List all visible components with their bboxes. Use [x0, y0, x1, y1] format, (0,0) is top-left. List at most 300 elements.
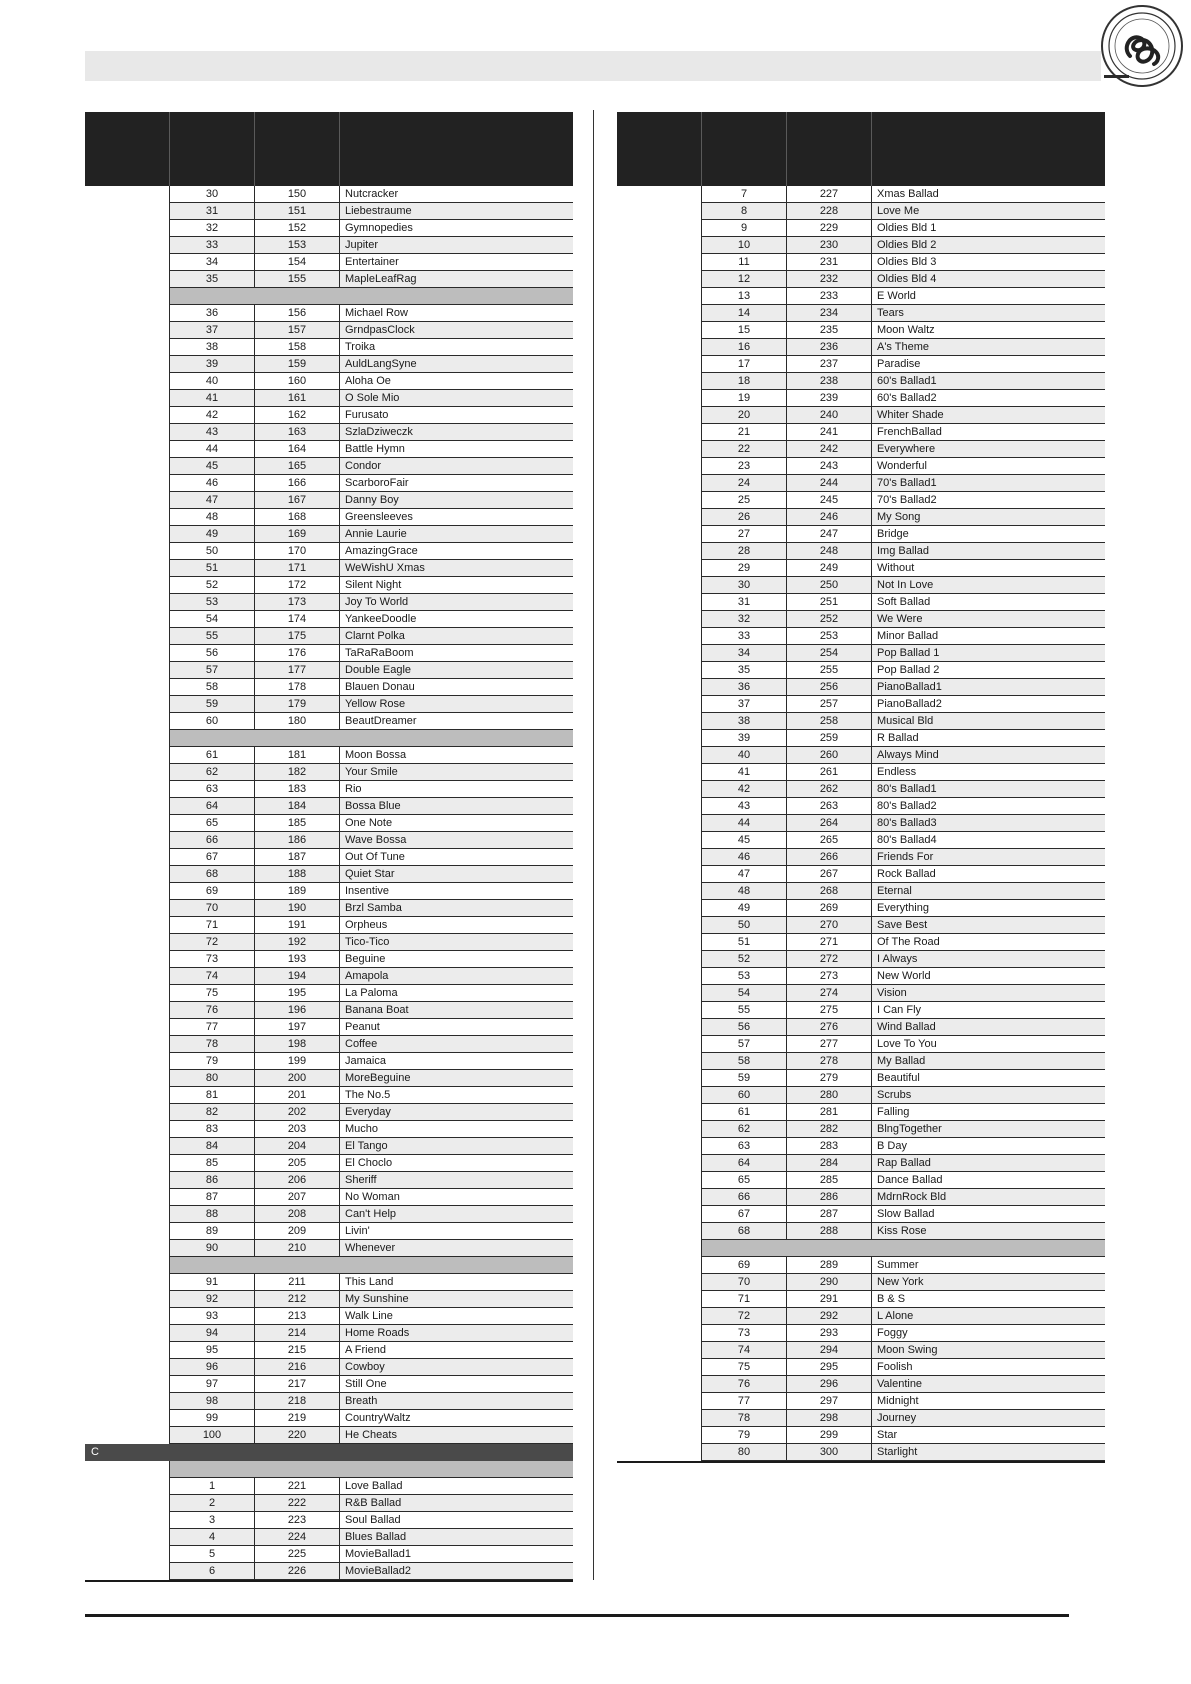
program-number-cell: 198: [255, 1036, 340, 1053]
number-cell: 25: [702, 492, 787, 509]
program-number-cell: 159: [255, 356, 340, 373]
category-cell: [617, 849, 702, 866]
rhythm-name-cell: Your Smile: [340, 764, 573, 781]
program-number-cell: 224: [255, 1529, 340, 1546]
table-row: [617, 730, 1105, 747]
program-number-cell: 278: [787, 1053, 872, 1070]
table-row: [85, 1053, 573, 1070]
rhythm-name-cell: Condor: [340, 458, 573, 475]
program-number-cell: 227: [787, 186, 872, 203]
rhythm-name-cell: No Woman: [340, 1189, 573, 1206]
program-number-cell: 257: [787, 696, 872, 713]
category-cell: [617, 611, 702, 628]
category-cell: [617, 696, 702, 713]
right-rhythm-table: [617, 112, 1105, 1463]
program-number-cell: 264: [787, 815, 872, 832]
table-row: [85, 271, 573, 288]
program-number-cell: 157: [255, 322, 340, 339]
rhythm-name-cell: Dance Ballad: [872, 1172, 1105, 1189]
program-number-cell: 161: [255, 390, 340, 407]
number-cell: 45: [170, 458, 255, 475]
rhythm-name-cell: Beautiful: [872, 1070, 1105, 1087]
rhythm-name-cell: B Day: [872, 1138, 1105, 1155]
table-row: [617, 305, 1105, 322]
rhythm-name-cell: Moon Waltz: [872, 322, 1105, 339]
number-cell: 18: [702, 373, 787, 390]
rhythm-name-cell: E World: [872, 288, 1105, 305]
program-number-cell: 288: [787, 1223, 872, 1240]
table-row: [617, 917, 1105, 934]
rhythm-name-cell: Brzl Samba: [340, 900, 573, 917]
rhythm-name-cell: O Sole Mio: [340, 390, 573, 407]
number-cell: 42: [170, 407, 255, 424]
category-cell: [85, 1495, 170, 1512]
program-number-cell: 230: [787, 237, 872, 254]
program-number-cell: 163: [255, 424, 340, 441]
category-cell: [617, 441, 702, 458]
category-cell: [617, 339, 702, 356]
rhythm-name-cell: Coffee: [340, 1036, 573, 1053]
category-cell: [85, 883, 170, 900]
rhythm-name-cell: The No.5: [340, 1087, 573, 1104]
rhythm-name-cell: Tico-Tico: [340, 934, 573, 951]
table-row: [85, 543, 573, 560]
number-cell: 19: [702, 390, 787, 407]
left-table-header: [85, 112, 573, 186]
rhythm-name-cell: Foggy: [872, 1325, 1105, 1342]
rhythm-name-cell: TaRaRaBoom: [340, 645, 573, 662]
program-number-cell: 239: [787, 390, 872, 407]
rhythm-name-cell: Troika: [340, 339, 573, 356]
program-number-cell: 293: [787, 1325, 872, 1342]
category-cell: [85, 968, 170, 985]
category-cell: [85, 1461, 170, 1478]
header-cell-category: [85, 112, 170, 186]
program-number-cell: 162: [255, 407, 340, 424]
category-cell: [617, 390, 702, 407]
number-cell: 4: [170, 1529, 255, 1546]
table-row: [85, 713, 573, 730]
category-cell: [85, 203, 170, 220]
table-row: [617, 424, 1105, 441]
rhythm-name-cell: Summer: [872, 1257, 1105, 1274]
rhythm-name-cell: YankeeDoodle: [340, 611, 573, 628]
program-number-cell: 216: [255, 1359, 340, 1376]
number-cell: 42: [702, 781, 787, 798]
rhythm-name-cell: Banana Boat: [340, 1002, 573, 1019]
rhythm-name-cell: Walk Line: [340, 1308, 573, 1325]
table-row: [617, 254, 1105, 271]
rhythm-name-cell: Bridge: [872, 526, 1105, 543]
program-number-cell: 186: [255, 832, 340, 849]
rhythm-name-cell: Beguine: [340, 951, 573, 968]
number-cell: 63: [702, 1138, 787, 1155]
table-row: [85, 1155, 573, 1172]
category-cell: [617, 679, 702, 696]
program-number-cell: 221: [255, 1478, 340, 1495]
table-row: [85, 186, 573, 203]
program-number-cell: 187: [255, 849, 340, 866]
table-row: [617, 1036, 1105, 1053]
number-cell: 49: [170, 526, 255, 543]
category-cell: [617, 373, 702, 390]
table-row: [617, 1444, 1105, 1461]
category-cell: [85, 1478, 170, 1495]
header-cell-category: [617, 112, 702, 186]
table-row: [85, 1308, 573, 1325]
logo-underline: [1104, 75, 1129, 78]
category-cell: [617, 747, 702, 764]
category-cell: [85, 322, 170, 339]
table-row: [85, 866, 573, 883]
category-cell: [85, 1223, 170, 1240]
table-row: [85, 985, 573, 1002]
table-row: [85, 1036, 573, 1053]
program-number-cell: 292: [787, 1308, 872, 1325]
number-cell: 39: [702, 730, 787, 747]
program-number-cell: 200: [255, 1070, 340, 1087]
table-row: [617, 203, 1105, 220]
rhythm-name-cell: Livin': [340, 1223, 573, 1240]
number-cell: 28: [702, 543, 787, 560]
table-row: [617, 985, 1105, 1002]
table-row: [617, 322, 1105, 339]
number-cell: 78: [702, 1410, 787, 1427]
table-row: [617, 1121, 1105, 1138]
rhythm-name-cell: Rio: [340, 781, 573, 798]
program-number-cell: 217: [255, 1376, 340, 1393]
program-number-cell: 237: [787, 356, 872, 373]
number-cell: 29: [702, 560, 787, 577]
number-cell: 68: [702, 1223, 787, 1240]
number-cell: 30: [702, 577, 787, 594]
program-number-cell: 268: [787, 883, 872, 900]
category-separator-row: [617, 1240, 1105, 1257]
rhythm-name-cell: Tears: [872, 305, 1105, 322]
rhythm-name-cell: Img Ballad: [872, 543, 1105, 560]
category-cell: [617, 1019, 702, 1036]
table-row: [85, 883, 573, 900]
table-row: [617, 832, 1105, 849]
rhythm-name-cell: Scrubs: [872, 1087, 1105, 1104]
rhythm-name-cell: A Friend: [340, 1342, 573, 1359]
rhythm-name-cell: BeautDreamer: [340, 713, 573, 730]
program-number-cell: 252: [787, 611, 872, 628]
program-number-cell: 178: [255, 679, 340, 696]
table-row: [617, 1070, 1105, 1087]
program-number-cell: 218: [255, 1393, 340, 1410]
category-cell: [617, 407, 702, 424]
number-cell: 63: [170, 781, 255, 798]
table-row: [617, 1427, 1105, 1444]
table-row: [85, 1002, 573, 1019]
table-row: [617, 1172, 1105, 1189]
table-row: [85, 237, 573, 254]
number-cell: 54: [702, 985, 787, 1002]
category-cell: [85, 1240, 170, 1257]
program-number-cell: 191: [255, 917, 340, 934]
number-cell: 50: [170, 543, 255, 560]
category-cell: [85, 713, 170, 730]
rhythm-name-cell: Pop Ballad 2: [872, 662, 1105, 679]
program-number-cell: 153: [255, 237, 340, 254]
category-cell: [617, 560, 702, 577]
rhythm-name-cell: BlngTogether: [872, 1121, 1105, 1138]
table-row: [85, 662, 573, 679]
rhythm-name-cell: Danny Boy: [340, 492, 573, 509]
program-number-cell: 201: [255, 1087, 340, 1104]
program-number-cell: 206: [255, 1172, 340, 1189]
rhythm-name-cell: MoreBeguine: [340, 1070, 573, 1087]
category-separator-row: [85, 288, 573, 305]
category-cell: [85, 339, 170, 356]
category-cell: [85, 1036, 170, 1053]
table-row: [617, 849, 1105, 866]
program-number-cell: 225: [255, 1546, 340, 1563]
program-number-cell: 209: [255, 1223, 340, 1240]
category-cell: [85, 1002, 170, 1019]
table-row: [85, 1325, 573, 1342]
table-row: [85, 458, 573, 475]
rhythm-name-cell: Greensleeves: [340, 509, 573, 526]
number-cell: 48: [170, 509, 255, 526]
number-cell: 47: [170, 492, 255, 509]
program-number-cell: 263: [787, 798, 872, 815]
program-number-cell: 244: [787, 475, 872, 492]
category-cell: [617, 1104, 702, 1121]
table-row: [617, 1138, 1105, 1155]
program-number-cell: 207: [255, 1189, 340, 1206]
category-cell: [85, 1053, 170, 1070]
number-cell: 46: [170, 475, 255, 492]
program-number-cell: 298: [787, 1410, 872, 1427]
category-cell: [85, 866, 170, 883]
rhythm-name-cell: 80's Ballad1: [872, 781, 1105, 798]
program-number-cell: 255: [787, 662, 872, 679]
rhythm-name-cell: Silent Night: [340, 577, 573, 594]
table-row: [617, 1376, 1105, 1393]
number-cell: 55: [702, 1002, 787, 1019]
category-cell: [617, 1223, 702, 1240]
category-cell: [85, 696, 170, 713]
rhythm-name-cell: Everything: [872, 900, 1105, 917]
table-row: [85, 1070, 573, 1087]
category-cell: [617, 628, 702, 645]
number-cell: 39: [170, 356, 255, 373]
program-number-cell: 262: [787, 781, 872, 798]
program-number-cell: 280: [787, 1087, 872, 1104]
rhythm-name-cell: 80's Ballad3: [872, 815, 1105, 832]
category-band: [170, 1461, 573, 1478]
table-row: [85, 356, 573, 373]
number-cell: 41: [702, 764, 787, 781]
header-cell-number: [170, 112, 255, 186]
table-row: [617, 373, 1105, 390]
category-cell: [85, 1257, 170, 1274]
program-number-cell: 283: [787, 1138, 872, 1155]
table-row: [617, 560, 1105, 577]
program-number-cell: 272: [787, 951, 872, 968]
program-number-cell: 176: [255, 645, 340, 662]
number-cell: 5: [170, 1546, 255, 1563]
number-cell: 54: [170, 611, 255, 628]
table-row: [85, 441, 573, 458]
category-cell: [617, 1070, 702, 1087]
rhythm-name-cell: Jupiter: [340, 237, 573, 254]
number-cell: 97: [170, 1376, 255, 1393]
table-row: [617, 645, 1105, 662]
category-cell: [617, 594, 702, 611]
number-cell: 43: [170, 424, 255, 441]
category-cell: [85, 1410, 170, 1427]
program-number-cell: 287: [787, 1206, 872, 1223]
table-row: [617, 1410, 1105, 1427]
program-number-cell: 213: [255, 1308, 340, 1325]
number-cell: 16: [702, 339, 787, 356]
category-cell: [85, 1376, 170, 1393]
table-row: [85, 373, 573, 390]
category-cell: [617, 900, 702, 917]
category-cell: [85, 594, 170, 611]
table-row: [85, 1427, 573, 1444]
number-cell: 40: [170, 373, 255, 390]
category-cell: [617, 968, 702, 985]
table-row: [617, 390, 1105, 407]
table-row: [85, 390, 573, 407]
table-row: [617, 1002, 1105, 1019]
program-number-cell: 271: [787, 934, 872, 951]
number-cell: 78: [170, 1036, 255, 1053]
rhythm-name-cell: Joy To World: [340, 594, 573, 611]
number-cell: 24: [702, 475, 787, 492]
table-row: [617, 781, 1105, 798]
program-number-cell: 169: [255, 526, 340, 543]
rhythm-name-cell: We Were: [872, 611, 1105, 628]
rhythm-name-cell: R Ballad: [872, 730, 1105, 747]
table-row: [85, 968, 573, 985]
category-cell: [85, 458, 170, 475]
table-row: [617, 492, 1105, 509]
table-row: [85, 254, 573, 271]
program-number-cell: 289: [787, 1257, 872, 1274]
category-cell: [617, 254, 702, 271]
number-cell: 51: [170, 560, 255, 577]
category-cell: [617, 645, 702, 662]
category-cell: [617, 492, 702, 509]
table-bottom-rule: [85, 1580, 573, 1582]
rhythm-name-cell: El Choclo: [340, 1155, 573, 1172]
number-cell: 58: [702, 1053, 787, 1070]
category-cell: [85, 815, 170, 832]
rhythm-name-cell: MovieBallad2: [340, 1563, 573, 1580]
category-cell: [85, 1138, 170, 1155]
rhythm-name-cell: El Tango: [340, 1138, 573, 1155]
category-cell: [617, 1257, 702, 1274]
category-cell: [85, 424, 170, 441]
number-cell: 88: [170, 1206, 255, 1223]
rhythm-name-cell: Yellow Rose: [340, 696, 573, 713]
category-cell: [85, 1308, 170, 1325]
category-cell: [617, 934, 702, 951]
program-number-cell: 222: [255, 1495, 340, 1512]
rhythm-name-cell: One Note: [340, 815, 573, 832]
number-cell: 57: [702, 1036, 787, 1053]
category-cell: [85, 1512, 170, 1529]
category-cell: [85, 492, 170, 509]
category-cell: [617, 1308, 702, 1325]
program-number-cell: 245: [787, 492, 872, 509]
category-cell: [85, 407, 170, 424]
rhythm-name-cell: Star: [872, 1427, 1105, 1444]
category-cell: [85, 288, 170, 305]
number-cell: 77: [170, 1019, 255, 1036]
rhythm-name-cell: Moon Bossa: [340, 747, 573, 764]
table-row: [617, 1155, 1105, 1172]
category-cell: [85, 934, 170, 951]
category-cell: [617, 1036, 702, 1053]
number-cell: 59: [702, 1070, 787, 1087]
program-number-cell: 246: [787, 509, 872, 526]
program-number-cell: 291: [787, 1291, 872, 1308]
footer-rule: [85, 1614, 1069, 1617]
number-cell: 37: [170, 322, 255, 339]
number-cell: 81: [170, 1087, 255, 1104]
table-row: [85, 1138, 573, 1155]
program-number-cell: 188: [255, 866, 340, 883]
program-number-cell: 154: [255, 254, 340, 271]
table-row: [617, 679, 1105, 696]
rhythm-name-cell: Wonderful: [872, 458, 1105, 475]
number-cell: 33: [170, 237, 255, 254]
program-number-cell: 208: [255, 1206, 340, 1223]
number-cell: 52: [170, 577, 255, 594]
number-cell: 87: [170, 1189, 255, 1206]
category-cell: [617, 1325, 702, 1342]
program-number-cell: 215: [255, 1342, 340, 1359]
program-number-cell: 219: [255, 1410, 340, 1427]
rhythm-name-cell: Insentive: [340, 883, 573, 900]
category-cell: [85, 1172, 170, 1189]
number-cell: 67: [170, 849, 255, 866]
table-row: [617, 628, 1105, 645]
rhythm-name-cell: Still One: [340, 1376, 573, 1393]
category-cell: [617, 798, 702, 815]
table-row: [85, 1172, 573, 1189]
number-cell: 65: [170, 815, 255, 832]
rhythm-name-cell: Can't Help: [340, 1206, 573, 1223]
category-band: [170, 730, 573, 747]
category-cell: [85, 1291, 170, 1308]
rhythm-name-cell: Blues Ballad: [340, 1529, 573, 1546]
program-number-cell: 155: [255, 271, 340, 288]
table-row: [85, 798, 573, 815]
header-cell-program: [255, 112, 340, 186]
category-cell: [85, 254, 170, 271]
number-cell: 61: [702, 1104, 787, 1121]
program-number-cell: 284: [787, 1155, 872, 1172]
category-cell: [617, 1087, 702, 1104]
number-cell: 62: [170, 764, 255, 781]
table-row: [85, 900, 573, 917]
rhythm-name-cell: Oldies Bld 1: [872, 220, 1105, 237]
program-number-cell: 202: [255, 1104, 340, 1121]
table-row: [617, 611, 1105, 628]
table-row: [617, 1257, 1105, 1274]
rhythm-name-cell: Everyday: [340, 1104, 573, 1121]
program-number-cell: 251: [787, 594, 872, 611]
category-cell: [617, 237, 702, 254]
table-row: [617, 883, 1105, 900]
